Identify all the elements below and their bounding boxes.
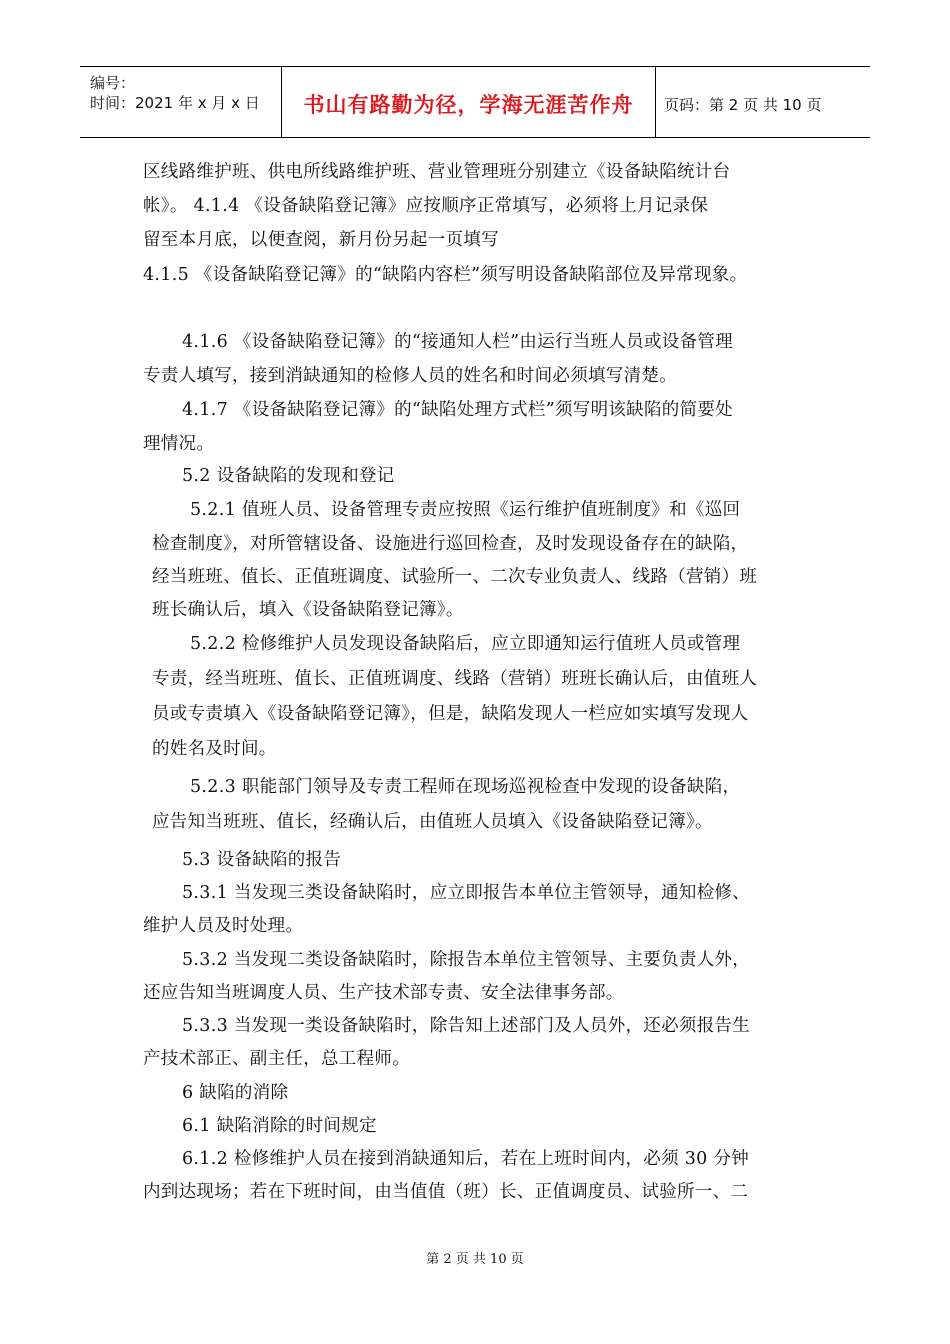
text-line: 专责，经当班班、值长、正值班调度、线路（营销）班班长确认后，由值班人 (152, 669, 758, 689)
text-line: 专责人填写，接到消缺通知的检修人员的姓名和时间必须填写清楚。 (143, 366, 677, 386)
text-line: 留至本月底，以便查阅，新月份另起一页填写 (143, 230, 499, 250)
page-footer: 第 2 页 共 10 页 (426, 1252, 524, 1267)
text-line: 4.1.6 《设备缺陷登记簿》的“接通知人栏”由运行当班人员或设备管理 (182, 332, 733, 352)
text-line: 内到达现场；若在下班时间，由当值值（班）长、正值调度员、试验所一、二 (143, 1182, 749, 1202)
text-line: 5.3.2 当发现二类设备缺陷时，除报告本单位主管领导、主要负责人外， (182, 950, 751, 970)
section-heading: 5.2 设备缺陷的发现和登记 (182, 466, 395, 486)
header-motto: 书山有路勤为径，学海无涯苦作舟 (282, 67, 656, 137)
text-line: 还应告知当班调度人员、生产技术部专责、安全法律事务部。 (143, 983, 624, 1003)
text-line: 检查制度》，对所管辖设备、设施进行巡回检查，及时发现设备存在的缺陷， (152, 534, 749, 554)
text-line: 5.3.1 当发现三类设备缺陷时，应立即报告本单位主管领导，通知检修、 (182, 883, 751, 903)
text-line: 经当班班、值长、正值班调度、试验所一、二次专业负责人、线路（营销）班 (152, 567, 758, 587)
text-line: 6.1.2 检修维护人员在接到消缺通知后，若在上班时间内，必须 30 分钟 (182, 1149, 750, 1169)
section-heading: 6 缺陷的消除 (182, 1083, 289, 1103)
text-line: 5.2.3 职能部门领导及专责工程师在现场巡视检查中发现的设备缺陷， (190, 777, 741, 797)
text-line: 4.1.7 《设备缺陷登记簿》的“缺陷处理方式栏”须写明该缺陷的简要处 (182, 400, 733, 420)
document-number-label: 编号： (90, 74, 136, 92)
text-line: 应告知当班班、值长，经确认后，由值班人员填入《设备缺陷登记簿》。 (152, 812, 713, 832)
text-line: 产技术部正、副主任，总工程师。 (143, 1049, 410, 1069)
text-line: 5.3.3 当发现一类设备缺陷时，除告知上述部门及人员外，还必须报告生 (182, 1016, 751, 1036)
document-date: 时间：2021 年 x 月 x 日 (90, 94, 260, 112)
text-line: 4.1.5 《设备缺陷登记簿》的“缺陷内容栏”须写明设备缺陷部位及异常现象。 (143, 265, 748, 285)
text-line: 帐》。 4.1.4 《设备缺陷登记簿》应按顺序正常填写，必须将上月记录保 (143, 196, 709, 216)
text-line: 区线路维护班、供电所线路维护班、营业管理班分别建立《设备缺陷统计台 (143, 162, 731, 182)
text-line: 5.2.2 检修维护人员发现设备缺陷后，应立即通知运行值班人员或管理 (190, 634, 741, 654)
text-line: 5.2.1 值班人员、设备管理专责应按照《运行维护值班制度》和《巡回 (190, 500, 741, 520)
text-line: 的姓名及时间。 (152, 739, 277, 759)
text-line: 理情况。 (143, 434, 215, 454)
text-line: 班长确认后，填入《设备缺陷登记簿》。 (152, 600, 464, 620)
text-line: 员或专责填入《设备缺陷登记簿》，但是，缺陷发现人一栏应如实填写发现人 (152, 704, 749, 724)
text-line: 维护人员及时处理。 (143, 916, 304, 936)
section-heading: 6.1 缺陷消除的时间规定 (182, 1116, 377, 1136)
section-heading: 5.3 设备缺陷的报告 (182, 850, 342, 870)
header-page-info: 页码：第 2 页 共 10 页 (664, 95, 822, 114)
